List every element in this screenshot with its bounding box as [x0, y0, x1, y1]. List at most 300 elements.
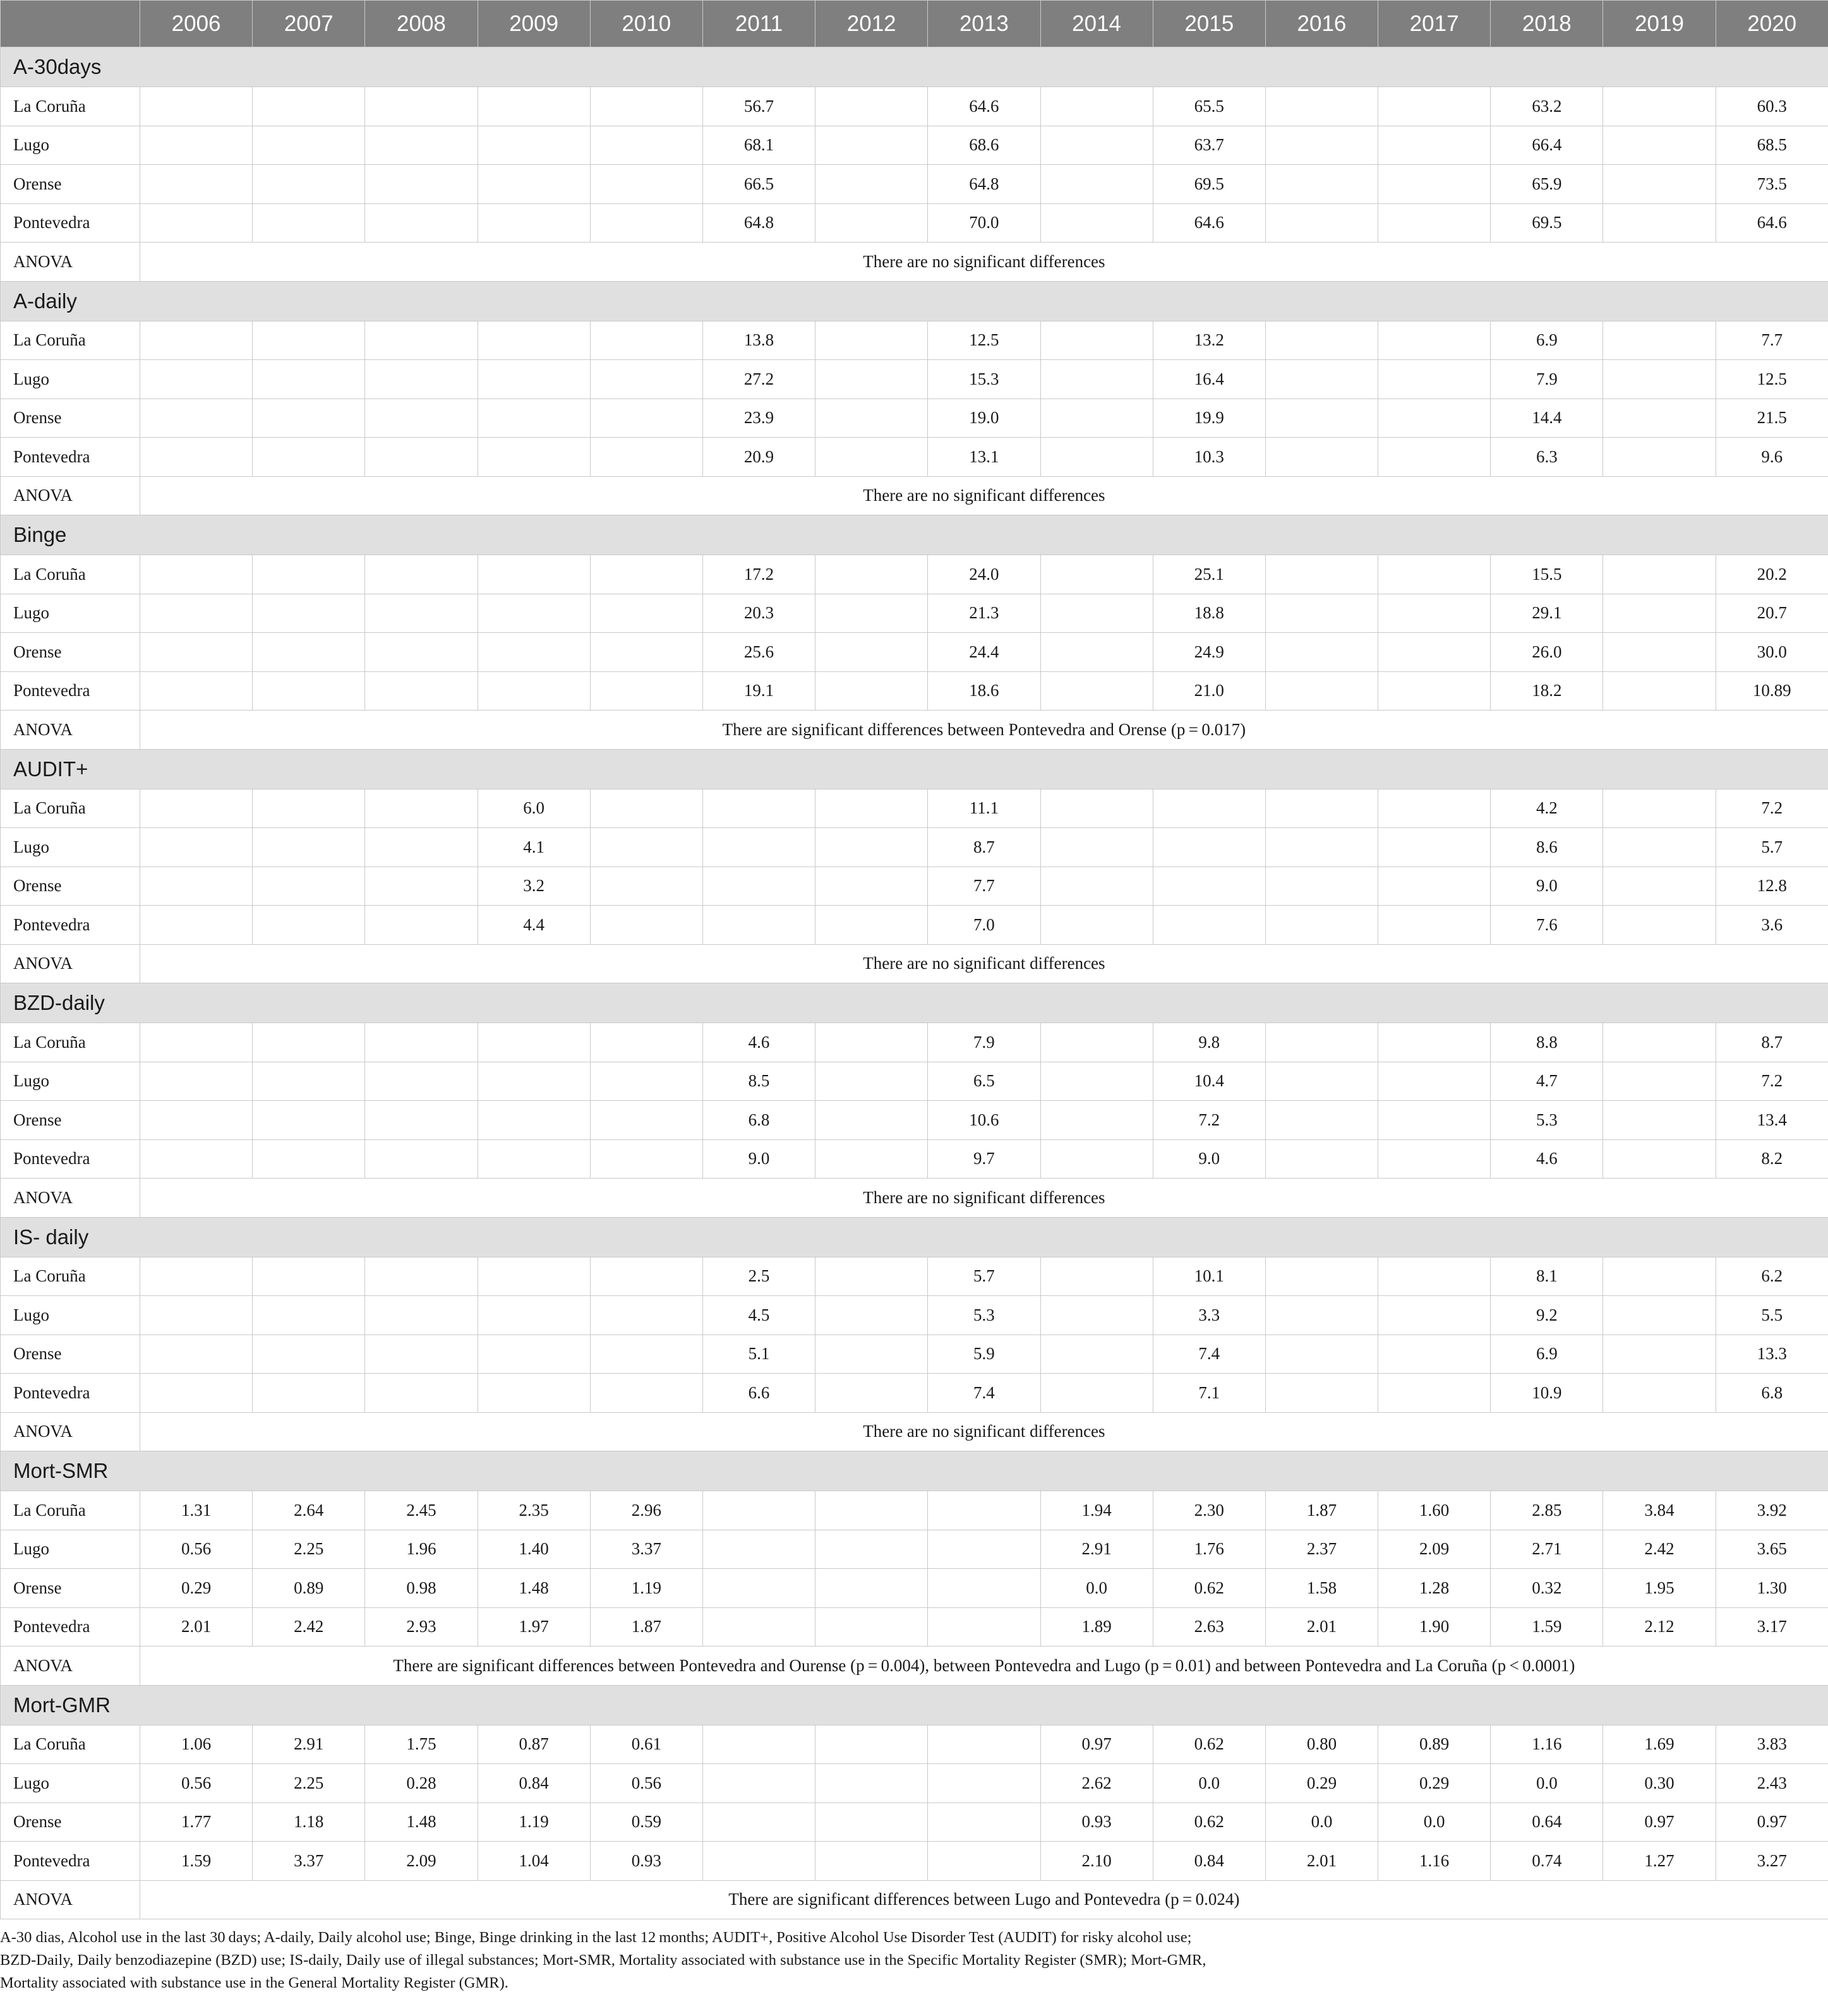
- data-cell: [253, 1139, 365, 1179]
- data-cell: [815, 1491, 928, 1530]
- data-cell: 5.7: [1716, 828, 1828, 867]
- row-label: Orense: [1, 867, 140, 906]
- data-cell: [815, 1607, 928, 1647]
- row-label: Orense: [1, 1101, 140, 1140]
- section-row: [1, 749, 1828, 789]
- data-cell: 2.10: [1040, 1842, 1153, 1881]
- data-cell: [815, 671, 928, 711]
- data-cell: [702, 1803, 815, 1842]
- section-row: [1, 1451, 1828, 1491]
- data-cell: 69.5: [1491, 203, 1603, 243]
- year-header: 2012: [815, 1, 928, 47]
- data-cell: 2.01: [140, 1607, 253, 1647]
- data-cell: 6.3: [1491, 438, 1603, 477]
- data-cell: 0.56: [140, 1530, 253, 1569]
- data-cell: 1.77: [140, 1803, 253, 1842]
- data-cell: [702, 1725, 815, 1764]
- data-cell: [815, 1764, 928, 1803]
- table-row: [1, 671, 1828, 711]
- year-header: 2018: [1491, 1, 1603, 47]
- data-cell: [365, 555, 478, 594]
- data-cell: [140, 671, 253, 711]
- data-cell: [702, 1607, 815, 1647]
- data-cell: [1265, 633, 1378, 672]
- data-cell: [1603, 1023, 1716, 1062]
- data-cell: [478, 360, 590, 399]
- anova-label: ANOVA: [1, 1647, 140, 1686]
- year-header: 2007: [253, 1, 365, 47]
- data-cell: [140, 906, 253, 945]
- data-cell: [1603, 1062, 1716, 1101]
- data-cell: [1040, 594, 1153, 633]
- data-cell: [478, 321, 590, 360]
- data-cell: 6.2: [1716, 1257, 1828, 1296]
- data-cell: [928, 1607, 1040, 1647]
- data-cell: [140, 1335, 253, 1374]
- table-body: [1, 47, 1828, 1919]
- data-cell: [1265, 906, 1378, 945]
- data-cell: 2.5: [702, 1257, 815, 1296]
- year-header: 2016: [1265, 1, 1378, 47]
- data-cell: [365, 906, 478, 945]
- section-row: [1, 515, 1828, 555]
- data-cell: 5.1: [702, 1335, 815, 1374]
- data-cell: [140, 828, 253, 867]
- data-cell: 2.63: [1153, 1607, 1265, 1647]
- data-cell: 2.42: [1603, 1530, 1716, 1569]
- data-cell: 1.69: [1603, 1725, 1716, 1764]
- data-cell: [478, 1296, 590, 1335]
- data-cell: [1378, 633, 1491, 672]
- data-cell: 19.9: [1153, 399, 1265, 438]
- data-cell: [1040, 867, 1153, 906]
- data-cell: [702, 1764, 815, 1803]
- data-cell: [365, 1139, 478, 1179]
- data-cell: [815, 633, 928, 672]
- data-cell: [1265, 1101, 1378, 1140]
- data-cell: [815, 1296, 928, 1335]
- data-cell: 9.0: [702, 1139, 815, 1179]
- data-cell: [1040, 633, 1153, 672]
- data-cell: 0.62: [1153, 1803, 1265, 1842]
- row-label: Pontevedra: [1, 1607, 140, 1647]
- data-cell: 11.1: [928, 789, 1040, 828]
- data-cell: 9.6: [1716, 438, 1828, 477]
- table-row: [1, 555, 1828, 594]
- row-label: Lugo: [1, 1530, 140, 1569]
- data-cell: 7.7: [1716, 321, 1828, 360]
- data-cell: [1603, 321, 1716, 360]
- data-cell: 21.5: [1716, 399, 1828, 438]
- data-cell: 65.5: [1153, 87, 1265, 126]
- data-cell: [1603, 828, 1716, 867]
- data-cell: 0.0: [1491, 1764, 1603, 1803]
- data-cell: [365, 1374, 478, 1413]
- data-cell: [815, 1803, 928, 1842]
- data-cell: 4.5: [702, 1296, 815, 1335]
- data-cell: 27.2: [702, 360, 815, 399]
- anova-result: There are no significant differences: [140, 1179, 1828, 1218]
- data-cell: [140, 126, 253, 165]
- year-header: 2009: [478, 1, 590, 47]
- data-cell: 1.28: [1378, 1569, 1491, 1608]
- data-cell: 30.0: [1716, 633, 1828, 672]
- footnote-line: A-30 dias, Alcohol use in the last 30 days; A-daily, Daily alcohol use; Binge, Binge drinking in the last 12 months; AUDIT+, Positive Alcohol Use Disorder Test (AUDIT) for risky alcohol use;: [0, 1929, 1192, 1946]
- data-cell: 20.2: [1716, 555, 1828, 594]
- data-cell: 0.30: [1603, 1764, 1716, 1803]
- anova-result: There are significant differences between Lugo and Pontevedra (p = 0.024): [140, 1880, 1828, 1919]
- table-row: [1, 867, 1828, 906]
- row-label: Lugo: [1, 360, 140, 399]
- data-cell: [590, 867, 702, 906]
- data-cell: 26.0: [1491, 633, 1603, 672]
- table-row: [1, 1764, 1828, 1803]
- data-cell: [253, 360, 365, 399]
- data-cell: 70.0: [928, 203, 1040, 243]
- data-cell: [928, 1842, 1040, 1881]
- data-cell: 4.2: [1491, 789, 1603, 828]
- data-cell: 3.17: [1716, 1607, 1828, 1647]
- data-cell: [1603, 1257, 1716, 1296]
- data-cell: 2.85: [1491, 1491, 1603, 1530]
- table-row: [1, 87, 1828, 126]
- data-cell: [140, 1101, 253, 1140]
- data-cell: [1265, 87, 1378, 126]
- anova-label: ANOVA: [1, 243, 140, 282]
- data-cell: 1.96: [365, 1530, 478, 1569]
- data-cell: [590, 87, 702, 126]
- data-cell: [365, 399, 478, 438]
- data-cell: 2.62: [1040, 1764, 1153, 1803]
- data-cell: [815, 867, 928, 906]
- anova-result: There are no significant differences: [140, 944, 1828, 983]
- data-cell: 2.30: [1153, 1491, 1265, 1530]
- anova-label: ANOVA: [1, 476, 140, 515]
- data-cell: 6.0: [478, 789, 590, 828]
- data-cell: [1153, 867, 1265, 906]
- data-cell: 16.4: [1153, 360, 1265, 399]
- data-cell: 2.71: [1491, 1530, 1603, 1569]
- table-row: [1, 1842, 1828, 1881]
- row-label: La Coruña: [1, 1725, 140, 1764]
- data-cell: 3.37: [590, 1530, 702, 1569]
- data-cell: 1.59: [1491, 1607, 1603, 1647]
- row-label: Pontevedra: [1, 1374, 140, 1413]
- data-cell: 18.6: [928, 671, 1040, 711]
- table-row: [1, 165, 1828, 204]
- table-row: [1, 321, 1828, 360]
- data-cell: [1265, 594, 1378, 633]
- data-cell: [815, 555, 928, 594]
- section-title: Binge: [1, 515, 1828, 555]
- data-cell: 6.9: [1491, 321, 1603, 360]
- data-cell: 73.5: [1716, 165, 1828, 204]
- data-cell: [1040, 360, 1153, 399]
- data-cell: 13.8: [702, 321, 815, 360]
- data-cell: [253, 438, 365, 477]
- data-cell: 1.87: [590, 1607, 702, 1647]
- data-cell: [1040, 789, 1153, 828]
- table-header: [1, 1, 1828, 47]
- data-cell: [140, 1296, 253, 1335]
- data-cell: 0.32: [1491, 1569, 1603, 1608]
- data-cell: 0.29: [1378, 1764, 1491, 1803]
- data-cell: [478, 594, 590, 633]
- data-cell: [1378, 321, 1491, 360]
- data-cell: [253, 1296, 365, 1335]
- data-cell: [140, 867, 253, 906]
- table-row: [1, 360, 1828, 399]
- data-cell: 14.4: [1491, 399, 1603, 438]
- data-cell: [1040, 321, 1153, 360]
- data-cell: [815, 789, 928, 828]
- data-cell: [1040, 87, 1153, 126]
- row-label: Pontevedra: [1, 1139, 140, 1179]
- row-label: La Coruña: [1, 789, 140, 828]
- data-cell: 3.92: [1716, 1491, 1828, 1530]
- data-cell: [365, 1335, 478, 1374]
- data-cell: [1040, 828, 1153, 867]
- data-cell: 1.95: [1603, 1569, 1716, 1608]
- data-cell: [1265, 438, 1378, 477]
- data-cell: [1265, 1023, 1378, 1062]
- row-label: La Coruña: [1, 321, 140, 360]
- data-cell: [815, 1023, 928, 1062]
- data-cell: [1265, 671, 1378, 711]
- data-cell: [1378, 165, 1491, 204]
- data-cell: 2.96: [590, 1491, 702, 1530]
- data-cell: 0.0: [1265, 1803, 1378, 1842]
- data-cell: 0.97: [1716, 1803, 1828, 1842]
- row-label: Orense: [1, 633, 140, 672]
- anova-row: [1, 1647, 1828, 1686]
- data-cell: [1153, 828, 1265, 867]
- data-cell: [815, 1569, 928, 1608]
- data-cell: [815, 1062, 928, 1101]
- data-cell: 0.0: [1040, 1569, 1153, 1608]
- data-cell: [253, 126, 365, 165]
- table-row: [1, 1335, 1828, 1374]
- data-cell: [1603, 1101, 1716, 1140]
- data-cell: [253, 1335, 365, 1374]
- data-cell: [365, 867, 478, 906]
- data-cell: 69.5: [1153, 165, 1265, 204]
- data-cell: 60.3: [1716, 87, 1828, 126]
- data-cell: [1265, 203, 1378, 243]
- data-cell: [365, 87, 478, 126]
- data-cell: 1.75: [365, 1725, 478, 1764]
- data-cell: [815, 1842, 928, 1881]
- data-cell: 19.0: [928, 399, 1040, 438]
- year-header: 2015: [1153, 1, 1265, 47]
- data-cell: 18.8: [1153, 594, 1265, 633]
- section-title: AUDIT+: [1, 749, 1828, 789]
- section-title: Mort-GMR: [1, 1685, 1828, 1725]
- data-cell: [140, 87, 253, 126]
- data-cell: [1603, 1374, 1716, 1413]
- data-cell: [253, 906, 365, 945]
- data-cell: [590, 1062, 702, 1101]
- data-cell: 6.8: [702, 1101, 815, 1140]
- data-cell: 6.6: [702, 1374, 815, 1413]
- data-cell: 7.4: [1153, 1335, 1265, 1374]
- data-cell: 2.43: [1716, 1764, 1828, 1803]
- anova-row: [1, 1412, 1828, 1451]
- data-cell: [1603, 126, 1716, 165]
- data-cell: 1.18: [253, 1803, 365, 1842]
- data-cell: [815, 1725, 928, 1764]
- data-cell: [1378, 1374, 1491, 1413]
- data-cell: [1378, 203, 1491, 243]
- data-cell: [702, 1530, 815, 1569]
- data-cell: [1265, 165, 1378, 204]
- data-cell: [365, 671, 478, 711]
- table-row: [1, 126, 1828, 165]
- data-cell: 1.04: [478, 1842, 590, 1881]
- data-cell: [815, 1335, 928, 1374]
- table-row: [1, 1062, 1828, 1101]
- data-cell: 7.4: [928, 1374, 1040, 1413]
- row-label: La Coruña: [1, 1491, 140, 1530]
- data-cell: 0.29: [140, 1569, 253, 1608]
- data-cell: [702, 1569, 815, 1608]
- data-cell: 0.29: [1265, 1764, 1378, 1803]
- data-cell: 12.8: [1716, 867, 1828, 906]
- data-cell: [140, 594, 253, 633]
- year-header: 2014: [1040, 1, 1153, 47]
- data-cell: 63.2: [1491, 87, 1603, 126]
- data-cell: [590, 671, 702, 711]
- data-cell: [1378, 399, 1491, 438]
- data-cell: 23.9: [702, 399, 815, 438]
- data-cell: [815, 203, 928, 243]
- data-cell: 0.89: [1378, 1725, 1491, 1764]
- data-cell: 2.09: [365, 1842, 478, 1881]
- data-cell: 1.48: [478, 1569, 590, 1608]
- data-cell: 5.7: [928, 1257, 1040, 1296]
- data-cell: [253, 399, 365, 438]
- data-cell: [590, 399, 702, 438]
- data-cell: [1040, 1062, 1153, 1101]
- data-cell: 1.40: [478, 1530, 590, 1569]
- data-cell: 64.6: [1716, 203, 1828, 243]
- data-cell: [365, 360, 478, 399]
- data-cell: 2.42: [253, 1607, 365, 1647]
- data-cell: [590, 1101, 702, 1140]
- row-label: Pontevedra: [1, 671, 140, 711]
- data-cell: [815, 87, 928, 126]
- data-cell: [140, 321, 253, 360]
- data-cell: [815, 906, 928, 945]
- anova-label: ANOVA: [1, 711, 140, 750]
- data-cell: 0.56: [140, 1764, 253, 1803]
- data-cell: [140, 1062, 253, 1101]
- table-row: [1, 633, 1828, 672]
- data-cell: 7.9: [1491, 360, 1603, 399]
- data-cell: [1265, 321, 1378, 360]
- data-cell: [702, 1491, 815, 1530]
- data-cell: 25.6: [702, 633, 815, 672]
- data-cell: [590, 828, 702, 867]
- data-cell: 6.9: [1491, 1335, 1603, 1374]
- data-cell: 56.7: [702, 87, 815, 126]
- data-cell: [253, 203, 365, 243]
- data-cell: [1378, 1023, 1491, 1062]
- year-header: 2011: [702, 1, 815, 47]
- anova-row: [1, 1880, 1828, 1919]
- data-cell: 4.7: [1491, 1062, 1603, 1101]
- data-cell: [253, 633, 365, 672]
- data-cell: [590, 906, 702, 945]
- data-cell: [1040, 165, 1153, 204]
- data-cell: [815, 438, 928, 477]
- data-cell: 0.93: [590, 1842, 702, 1881]
- data-cell: [1040, 203, 1153, 243]
- data-cell: [1378, 906, 1491, 945]
- data-cell: 3.65: [1716, 1530, 1828, 1569]
- data-cell: [478, 555, 590, 594]
- data-cell: 2.09: [1378, 1530, 1491, 1569]
- data-cell: 64.8: [702, 203, 815, 243]
- data-cell: [928, 1569, 1040, 1608]
- data-cell: [253, 594, 365, 633]
- data-cell: 2.12: [1603, 1607, 1716, 1647]
- data-cell: [253, 1374, 365, 1413]
- table-row: [1, 1296, 1828, 1335]
- data-cell: [590, 1023, 702, 1062]
- data-cell: [1265, 555, 1378, 594]
- data-cell: [590, 126, 702, 165]
- data-cell: 0.98: [365, 1569, 478, 1608]
- data-cell: [478, 1139, 590, 1179]
- table-row: [1, 828, 1828, 867]
- table-row: [1, 1257, 1828, 1296]
- data-cell: [365, 633, 478, 672]
- data-cell: 2.91: [253, 1725, 365, 1764]
- data-cell: [1265, 789, 1378, 828]
- data-cell: 65.9: [1491, 165, 1603, 204]
- data-cell: 0.62: [1153, 1725, 1265, 1764]
- data-cell: 2.25: [253, 1764, 365, 1803]
- data-cell: [1378, 1257, 1491, 1296]
- data-cell: 7.6: [1491, 906, 1603, 945]
- data-cell: [478, 633, 590, 672]
- data-cell: [1603, 360, 1716, 399]
- data-cell: 1.89: [1040, 1607, 1153, 1647]
- data-cell: 1.90: [1378, 1607, 1491, 1647]
- data-cell: [1265, 1139, 1378, 1179]
- data-cell: 2.25: [253, 1530, 365, 1569]
- data-cell: [1603, 594, 1716, 633]
- data-cell: 1.16: [1491, 1725, 1603, 1764]
- data-cell: [1153, 906, 1265, 945]
- data-cell: [928, 1530, 1040, 1569]
- data-cell: [1378, 1335, 1491, 1374]
- data-cell: 10.89: [1716, 671, 1828, 711]
- data-cell: [702, 789, 815, 828]
- data-cell: [365, 1023, 478, 1062]
- data-cell: [478, 1257, 590, 1296]
- row-label: Pontevedra: [1, 438, 140, 477]
- section-title: BZD-daily: [1, 983, 1828, 1023]
- footnote-line: BZD-Daily, Daily benzodiazepine (BZD) use; IS-daily, Daily use of illegal substances; Mort-SMR, Mortality associated with substance use in the Specific Mortality Register (SMR); Mort-GMR,: [0, 1952, 1206, 1969]
- data-cell: [140, 789, 253, 828]
- data-cell: [1603, 555, 1716, 594]
- data-cell: 64.6: [1153, 203, 1265, 243]
- row-label: La Coruña: [1, 1257, 140, 1296]
- data-cell: 5.5: [1716, 1296, 1828, 1335]
- data-cell: [1265, 1257, 1378, 1296]
